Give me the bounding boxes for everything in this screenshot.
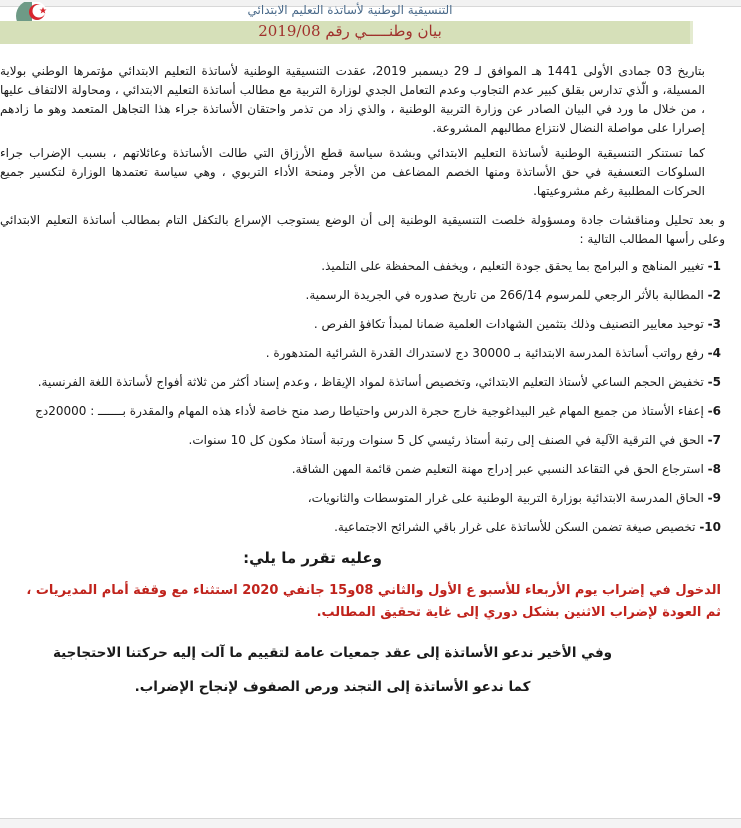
demand-text: إعفاء الأستاذ من جميع المهام غير البيداغوجية خارج حجرة الدرس واحتياطا رصد منح خاصة لأداء هذه المهام والمقدرة بـــــــ : 20000دج — [35, 404, 704, 418]
strike-notice: الدخول في إضراب يوم الأربعاء للأسبو ع الأول والثاني 08و15 جانفي 2020 استثناء مع وقفة أمام المديريات ، ثم العودة لإضراب الاثنين بشكل دوري إلى غاية تحقيق المطالب. — [26, 583, 721, 620]
demand-item — [0, 431, 735, 450]
demand-number: 6- — [707, 404, 721, 418]
demand-number: 10- — [699, 520, 721, 534]
demand-number: 7- — [707, 433, 721, 447]
closing-line: وفي الأخير ندعو الأساتذة إلى عقد جمعيات عامة لتقييم ما آلت إليه حركتنا الاحتجاجية — [52, 645, 613, 661]
statement-body — [0, 62, 735, 704]
demand-item — [0, 286, 735, 305]
demand-item — [0, 344, 735, 363]
demand-item — [0, 257, 735, 276]
demand-number: 1- — [707, 259, 721, 273]
demand-number: 8- — [707, 462, 721, 476]
intro-paragraph: بتاريخ 03 جمادى الأولى 1441 هـ الموافق لـ 29 ديسمبر 2019، عقدت التنسيقية الوطنية لأساتذة التعليم الابتدائي مؤتمرها الوطني بولاية المسيلة، و الّذي تدارس بقلق كبير عدم التجاوب وعدم التعامل الجدي لوزارة التربية مع مطالب أساتذة التعليم الابتدائي ، ومحاولة الالتفاف عليها ، من خلال ما ورد في البيان الصادر عن وزارة التربية الوطنية ، والذي زاد من تذمر واحتقان الأساتذة جراء هذا التجاهل المتعمد وهو ما زادهم إصرارا على مواصلة النضال لانتزاع مطالبهم المشروعة. — [0, 64, 706, 135]
demand-text: تغيير المناهج و البرامج بما يحقق جودة التعليم ، ويخفف المحفظة على التلميذ. — [321, 259, 704, 273]
analysis-paragraph: و بعد تحليل ومناقشات جادة ومسؤولة خلصت التنسيقية الوطنية إلى أن الوضع يستوجب الإسراع بالتكفل التام بمطالب أساتذة التعليم الابتدائي وعلى رأسها المطالب التالية : — [0, 213, 725, 246]
demand-number: 5- — [707, 375, 721, 389]
closing-line: كما ندعو الأساتذة إلى التجند ورص الصفوف لإنجاح الإضراب. — [134, 679, 531, 695]
decision-heading: وعليه تقرر ما يلي: — [243, 549, 382, 567]
demand-item — [0, 489, 735, 508]
demand-item — [0, 460, 735, 479]
demand-item — [0, 373, 735, 392]
demands-list — [0, 257, 735, 537]
demand-item — [0, 315, 735, 334]
demand-text: توحيد معايير التصنيف وذلك بتثمين الشهادات العلمية ضمانا لمبدأ تكافؤ الفرص . — [313, 317, 704, 331]
demand-text: المطالبة بالأثر الرجعي للمرسوم 266/14 من تاريخ صدوره في الجريدة الرسمية. — [305, 288, 704, 302]
demand-item — [0, 518, 735, 537]
demand-number: 2- — [707, 288, 721, 302]
statement-title: بيان وطنـــــي رقم 2019/08 — [258, 22, 442, 40]
organization-name: التنسيقية الوطنية لأساتذة التعليم الابتدائي — [247, 3, 453, 17]
demand-text: الحق في الترقية الآلية في الصنف إلى رتبة أستاذ رئيسي كل 5 سنوات ورتبة أستاذ مكون كل 10 سنوات. — [188, 433, 704, 447]
demand-text: رفع رواتب أساتذة المدرسة الابتدائية بـ 30000 دج لاستدراك القدرة الشرائية المتدهورة . — [265, 346, 704, 360]
demand-item — [0, 402, 735, 421]
demand-number: 9- — [707, 491, 721, 505]
demand-text: تخفيض الحجم الساعي لأستاذ التعليم الابتدائي، وتخصيص أساتذة لمواد الإيقاظ ، وعدم إسناد أكثر من ثلاثة أفواج لأساتذة اللغة الفرنسية. — [37, 375, 704, 389]
demand-text: تخصيص صيغة تضمن السكن للأساتذة على غرار باقي الشرائح الاجتماعية. — [334, 520, 696, 534]
demand-number: 4- — [707, 346, 721, 360]
demand-text: الحاق المدرسة الابتدائية بوزارة التربية الوطنية على غرار المتوسطات والثانويات، — [307, 491, 704, 505]
demand-text: استرجاع الحق في التقاعد النسبي عبر إدراج مهنة التعليم ضمن قائمة المهن الشاقة. — [291, 462, 704, 476]
demand-number: 3- — [707, 317, 721, 331]
condemnation-paragraph: كما تستنكر التنسيقية الوطنية لأساتذة التعليم الابتدائي وبشدة سياسة قطع الأرزاق التي طالت الأساتذة وعائلاتهم ، بسبب الإضراب جراء السلوكات التعسفية في حق الأساتذة ومنها الخصم المضاعف من الأجر ومنحة الأداء التربوي ، وهي سياسة تعتمدها الوزارة لتكسير جميع الحركات المطلبية رغم مشروعيتها. — [0, 146, 705, 198]
